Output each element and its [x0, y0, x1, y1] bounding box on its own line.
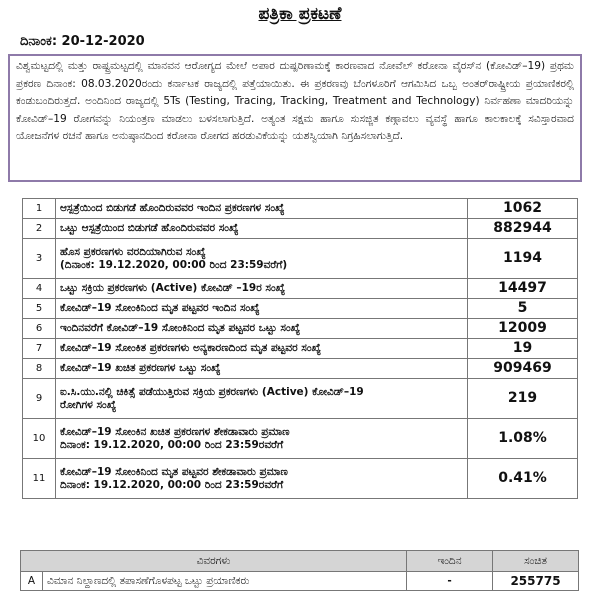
stats-row [23, 219, 578, 239]
stats-row-sublabel: ದಿನಾಂಕ: 19.12.2020, 00:00 ರಿಂದ 23:59ರವರೆಗೆ [60, 478, 284, 491]
stats-row-number: 2 [23, 219, 56, 239]
stats-row-description [56, 419, 468, 459]
stats-row-description [56, 299, 468, 319]
stats-row [23, 239, 578, 279]
stats-row-description [56, 239, 468, 279]
stats-row-value: 1062 [468, 199, 578, 219]
stats-row [23, 279, 578, 299]
stats-row-label: ಐ.ಸಿ.ಯು.ನಲ್ಲಿ ಚಿಕಿತ್ಸೆ ಪಡೆಯುತ್ತಿರುವ ಸಕ್ರಿಯ ಪ್ರಕರಣಗಳು (Active) ಕೋವಿಡ್–19 [60, 385, 364, 398]
stats-row-label: ಇಂದಿನವರೆಗೆ ಕೋವಿಡ್–19 ಸೋಂಕಿನಿಂದ ಮೃತ ಪಟ್ಟವರ ಒಟ್ಟು ಸಂಖ್ಯೆ [60, 322, 301, 334]
summary-header-row [21, 551, 579, 572]
summary-row-description: ವಿಮಾನ ನಿಲ್ದಾಣದಲ್ಲಿ ತಪಾಸಣೆಗೊಳಪಟ್ಟ ಒಟ್ಟು ಪ್ರಯಾಣಿಕರು [43, 572, 407, 591]
stats-row-number: 10 [23, 419, 56, 459]
summary-header-details: ವಿವರಗಳು [21, 551, 407, 572]
stats-row [23, 339, 578, 359]
summary-header-cumulative: ಸಂಚಿತ [493, 551, 579, 572]
stats-row-number: 7 [23, 339, 56, 359]
stats-row [23, 459, 578, 499]
stats-row-label: ಆಸ್ಪತ್ರೆಯಿಂದ ಬಿಡುಗಡೆ ಹೊಂದಿರುವವರ ಇಂದಿನ ಪ್ರಕರಣಗಳ ಸಂಖ್ಯೆ [60, 202, 285, 214]
stats-row-description [56, 279, 468, 299]
stats-row-description [56, 339, 468, 359]
stats-row-number: 6 [23, 319, 56, 339]
stats-row-label: ಕೋವಿಡ್–19 ಸೋಂಕಿನಿಂದ ಮೃತ ಪಟ್ಟವರ ಶೇಕಡಾವಾರು ಪ್ರಮಾಣ [60, 465, 288, 478]
stats-row [23, 299, 578, 319]
stats-row-number: 3 [23, 239, 56, 279]
stats-row-description [56, 359, 468, 379]
summary-row [21, 572, 579, 591]
stats-row-value: 882944 [468, 219, 578, 239]
stats-row-number: 11 [23, 459, 56, 499]
stats-row-label: ಒಟ್ಟು ಆಸ್ಪತ್ರೆಯಿಂದ ಬಿಡುಗಡೆ ಹೊಂದಿರುವವರ ಸಂಖ್ಯೆ [60, 222, 239, 234]
stats-row-number: 4 [23, 279, 56, 299]
stats-row-number: 8 [23, 359, 56, 379]
stats-row-description [56, 199, 468, 219]
stats-row-number: 5 [23, 299, 56, 319]
stats-row-value: 5 [468, 299, 578, 319]
stats-row-value: 1.08% [468, 419, 578, 459]
stats-table [22, 198, 578, 499]
page-title: ಪತ್ರಿಕಾ ಪ್ರಕಟಣೆ [258, 4, 342, 24]
stats-row-number: 1 [23, 199, 56, 219]
stats-row-label: ಕೋವಿಡ್–19 ಖಚಿತ ಪ್ರಕರಣಗಳ ಒಟ್ಟು ಸಂಖ್ಯೆ [60, 362, 221, 374]
stats-row-label: ಕೋವಿಡ್–19 ಸೋಂಕಿನಿಂದ ಮೃತ ಪಟ್ಟವರ ಇಂದಿನ ಸಂಖ್ಯೆ [60, 302, 260, 314]
stats-row-sublabel: (ದಿನಾಂಕ: 19.12.2020, 00:00 ರಿಂದ 23:59ವರೆಗೆ) [60, 258, 288, 271]
summary-table [20, 550, 579, 591]
stats-row-description [56, 319, 468, 339]
stats-row-value: 0.41% [468, 459, 578, 499]
stats-row [23, 199, 578, 219]
stats-row-description [56, 379, 468, 419]
stats-row-number: 9 [23, 379, 56, 419]
stats-row-label: ಒಟ್ಟು ಸಕ್ರಿಯ ಪ್ರಕರಣಗಳು (Active) ಕೋವಿಡ್ –19ರ ಸಂಖ್ಯೆ [60, 282, 286, 294]
stats-row-description [56, 459, 468, 499]
stats-row-value: 12009 [468, 319, 578, 339]
stats-row-value: 14497 [468, 279, 578, 299]
stats-row [23, 419, 578, 459]
stats-row [23, 319, 578, 339]
stats-row-sublabel: ದಿನಾಂಕ: 19.12.2020, 00:00 ರಿಂದ 23:59ರವರೆಗೆ [60, 438, 284, 451]
stats-row-label: ಹೊಸ ಪ್ರಕರಣಗಳು ವರದಿಯಾಗಿರುವ ಸಂಖ್ಯೆ [60, 245, 206, 258]
stats-row-label: ಕೋವಿಡ್–19 ಸೋಂಕಿನ ಖಚಿತ ಪ್ರಕರಣಗಳ ಶೇಕಡಾವಾರು ಪ್ರಮಾಣ [60, 425, 290, 438]
stats-row-value: 1194 [468, 239, 578, 279]
release-date: ದಿನಾಂಕ: 20-12-2020 [20, 34, 145, 49]
stats-row-label: ಕೋವಿಡ್–19 ಸೋಂಕಿತ ಪ್ರಕರಣಗಳು ಅನ್ಯಕಾರಣದಿಂದ ಮೃತ ಪಟ್ಟವರ ಸಂಖ್ಯೆ [60, 342, 322, 354]
stats-row-value: 909469 [468, 359, 578, 379]
summary-header-today: ಇಂದಿನ [407, 551, 493, 572]
summary-row-cumulative: 255775 [493, 572, 579, 591]
stats-row-value: 19 [468, 339, 578, 359]
summary-row-today: - [407, 572, 493, 591]
stats-row-description [56, 219, 468, 239]
stats-row-sublabel: ರೋಗಿಗಳ ಸಂಖ್ಯೆ [60, 398, 117, 411]
stats-row [23, 379, 578, 419]
intro-paragraph: ವಿಶ್ವಮಟ್ಟದಲ್ಲಿ ಮತ್ತು ರಾಷ್ಟ್ರಮಟ್ಟದಲ್ಲಿ ಮಾನವನ ಆರೋಗ್ಯದ ಮೇಲೆ ಅಪಾರ ದುಷ್ಪರಿಣಾಮಕ್ಕೆ ಕಾರಣವಾದ ನೋವೆಲ್ ಕರೋನಾ ವೈರಸ್‌ನ (ಕೋವಿಡ್–19) ಪ್ರಥಮ ಪ್ರಕರಣ ದಿನಾಂಕ: 08.03.2020ರಂದು ಕರ್ನಾಟಕ ರಾಜ್ಯದಲ್ಲಿ ಪತ್ತೆಯಾಯಿತು. ಈ ಪ್ರಕರಣವು ಬೆಂಗಳೂರಿಗೆ ಆಗಮಿಸಿದ ಒಬ್ಬ ಅಂತರ್‌ರಾಷ್ಟ್ರೀಯ ಪ್ರಯಾಣಿಕರಲ್ಲಿ ಕಂಡುಬಂದಿರುತ್ತದೆ. ಅಂದಿನಿಂದ ರಾಜ್ಯದಲ್ಲಿ 5Ts (Testing, Tracing, Tracking, Treatment and Technology) ನಿರ್ವಹಣಾ ಮಾದರಿಯನ್ನು ಕೋವಿಡ್–19 ರೋಗವನ್ನು ನಿಯಂತ್ರಣ ಮಾಡಲು ಬಳಸಲಾಗುತ್ತಿದೆ. ಅತ್ಯಂತ ಸಕ್ಷಮ ಹಾಗೂ ಸುಸಜ್ಜಿತ ಕಣ್ಗಾವಲು ವ್ಯವಸ್ಥೆ ಹಾಗೂ ಕಾಲಕಾಲಕ್ಕೆ ಸವಿಸ್ತಾರವಾದ ಯೋಜನೆಗಳ ರಚನೆ ಹಾಗೂ ಅನುಷ್ಠಾನದಿಂದ ಕರೋನಾ ರೋಗದ ಹರಡುವಿಕೆಯನ್ನು ಯಶಸ್ವಿಯಾಗಿ ನಿಗ್ರಹಿಸಲಾಗುತ್ತಿದೆ. [8, 54, 582, 182]
stats-row [23, 359, 578, 379]
summary-row-key: A [21, 572, 43, 591]
stats-row-value: 219 [468, 379, 578, 419]
